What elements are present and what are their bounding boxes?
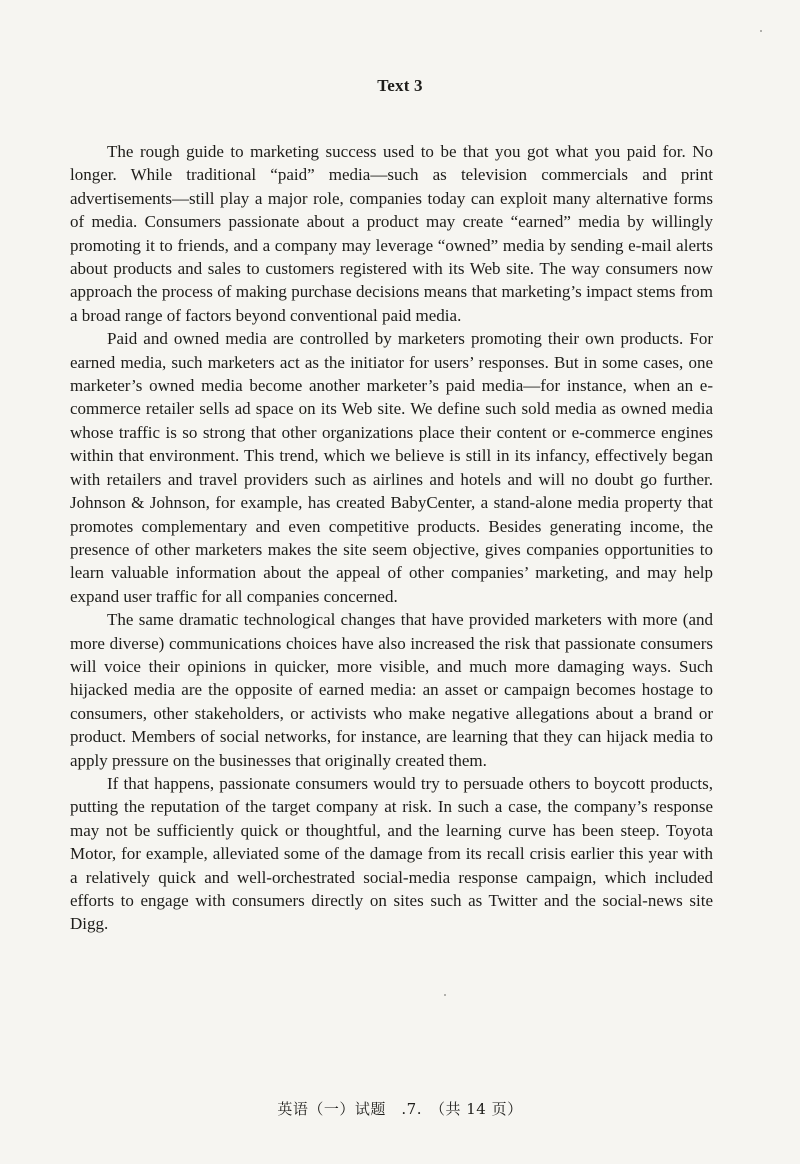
paragraph-4: If that happens, passionate consumers would try to persuade others to boycott products, putting the reputation of the target company at risk. In such a case, the company’s response may not be sufficiently quick or thoughtful, and the learning curve has been steep. Toyota Motor, for example, alleviated some of the damage from its recall crisis earlier this year with a relatively quick and well-orchestrated social-media response campaign, which included efforts to engage with consumers directly on sites such as Twitter and the social-news site Digg. xyxy=(70,773,713,934)
passage-body xyxy=(70,140,713,936)
paragraph-2: Paid and owned media are controlled by marketers promoting their own products. For earned media, such marketers act as the initiator for users’ responses. But in some cases, one marketer’s owned media become another marketer’s paid media—for instance, when an e-commerce retailer sells ad space on its Web site. We define such sold media as owned media whose traffic is so strong that other organizations place their content or e-commerce engines within that environment. This trend, which we believe is still in its infancy, effectively began with retailers and travel providers such as airlines and hotels and will no doubt go further. Johnson & Johnson, for example, has created BabyCenter, a stand-alone media property that promotes complementary and even competitive products. Besides generating income, the presence of other marketers makes the site seem objective, gives companies opportunities to learn valuable information about the appeal of other companies’ marketing, and may help expand user traffic for all companies concerned. xyxy=(70,329,713,606)
paragraph-1: The rough guide to marketing success used to be that you got what you paid for. No longer. While traditional “paid” media—such as television commercials and print advertisements—still play a major role, companies today can exploit many alternative forms of media. Consumers passionate about a product may create “earned” media by willingly promoting it to friends, and a company may leverage “owned” media by sending e-mail alerts about products and sales to customers registered with its Web site. The way consumers now approach the process of making purchase decisions means that marketing’s impact stems from a broad range of factors beyond conventional paid media. xyxy=(70,142,713,325)
scan-speck xyxy=(444,994,446,996)
page-footer: 英语（一）试题 .7. （共 14 页） xyxy=(277,1100,523,1118)
section-title: Text 3 xyxy=(377,76,423,95)
scan-speck xyxy=(760,30,762,32)
paragraph-3: The same dramatic technological changes that have provided marketers with more (and more diverse) communications choices have also increased the risk that passionate consumers will voice their opinions in quicker, more visible, and much more damaging ways. Such hijacked media are the opposite of earned media: an asset or campaign becomes hostage to consumers, other stakeholders, or activists who make negative allegations about a brand or product. Members of social networks, for instance, are learning that they can hijack media to apply pressure on the businesses that originally created them. xyxy=(70,610,713,770)
